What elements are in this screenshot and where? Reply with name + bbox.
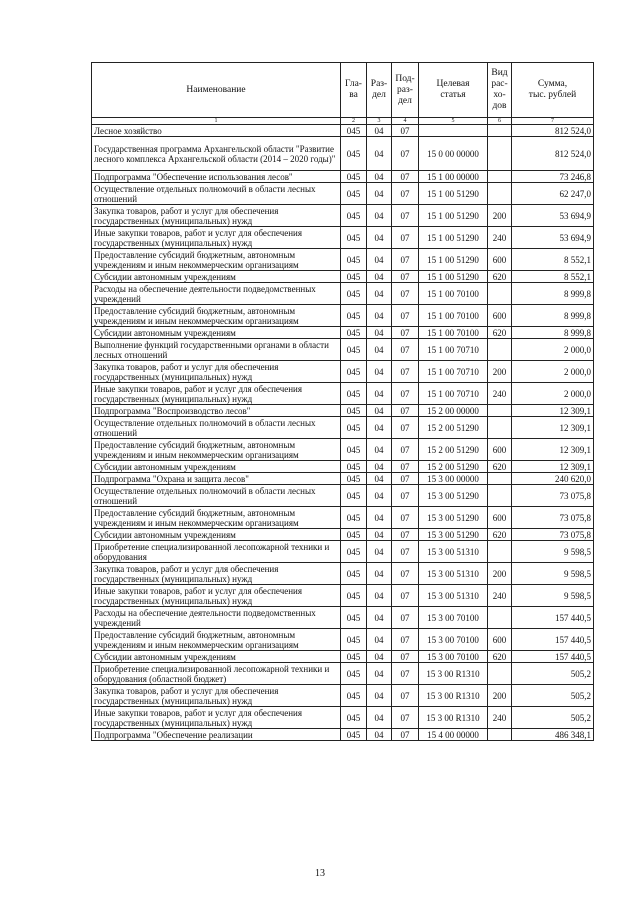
row-statya: 15 1 00 51290 <box>419 205 488 227</box>
table-row <box>92 461 594 473</box>
row-glava: 045 <box>341 507 367 529</box>
table-row <box>92 685 594 707</box>
row-razdel: 04 <box>367 461 392 473</box>
row-vid: 200 <box>488 361 512 383</box>
table-body <box>92 125 594 741</box>
row-razdel: 04 <box>367 339 392 361</box>
budget-table <box>91 62 594 741</box>
page-number: 13 <box>315 868 325 879</box>
column-number: 2 <box>341 118 367 125</box>
row-sum: 8 552,1 <box>512 249 594 271</box>
row-sum: 812 524,0 <box>512 125 594 137</box>
row-statya: 15 2 00 51290 <box>419 439 488 461</box>
row-glava: 045 <box>341 183 367 205</box>
table-row <box>92 137 594 171</box>
row-name: Субсидии автономным учреждениям <box>92 651 341 663</box>
row-statya: 15 3 00 51290 <box>419 529 488 541</box>
row-name: Закупка товаров, работ и услуг для обеспечения государственных (муниципальных) нужд <box>92 361 341 383</box>
row-podrazdel: 07 <box>392 383 419 405</box>
row-razdel: 04 <box>367 125 392 137</box>
row-vid <box>488 283 512 305</box>
row-glava: 045 <box>341 137 367 171</box>
row-name: Выполнение функций государственными органами в области лесных отношений <box>92 339 341 361</box>
row-name: Иные закупки товаров, работ и услуг для обеспечения государственных (муниципальных) нужд <box>92 585 341 607</box>
row-glava: 045 <box>341 461 367 473</box>
row-glava: 045 <box>341 171 367 183</box>
row-statya: 15 1 00 70710 <box>419 339 488 361</box>
column-number: 6 <box>488 118 512 125</box>
row-vid: 620 <box>488 327 512 339</box>
row-podrazdel: 07 <box>392 685 419 707</box>
row-vid <box>488 607 512 629</box>
row-razdel: 04 <box>367 729 392 741</box>
row-name: Подпрограмма "Обеспечение использования лесов" <box>92 171 341 183</box>
row-vid: 620 <box>488 529 512 541</box>
row-name: Приобретение специализированной лесопожарной техники и оборудования <box>92 541 341 563</box>
column-number: 4 <box>392 118 419 125</box>
row-name: Подпрограмма "Охрана и защита лесов" <box>92 473 341 485</box>
row-sum: 2 000,0 <box>512 361 594 383</box>
row-glava: 045 <box>341 439 367 461</box>
table-row <box>92 405 594 417</box>
row-glava: 045 <box>341 283 367 305</box>
row-sum: 73 075,8 <box>512 529 594 541</box>
row-statya <box>419 125 488 137</box>
row-statya: 15 3 00 51290 <box>419 485 488 507</box>
row-razdel: 04 <box>367 473 392 485</box>
row-name: Иные закупки товаров, работ и услуг для обеспечения государственных (муниципальных) нужд <box>92 227 341 249</box>
row-glava: 045 <box>341 529 367 541</box>
row-glava: 045 <box>341 271 367 283</box>
row-statya: 15 1 00 51290 <box>419 249 488 271</box>
table-row <box>92 305 594 327</box>
row-sum: 157 440,5 <box>512 629 594 651</box>
table-row <box>92 227 594 249</box>
table-row <box>92 729 594 741</box>
row-name: Субсидии автономным учреждениям <box>92 461 341 473</box>
row-razdel: 04 <box>367 383 392 405</box>
row-podrazdel: 07 <box>392 485 419 507</box>
table-row <box>92 171 594 183</box>
row-glava: 045 <box>341 729 367 741</box>
row-name: Лесное хозяйство <box>92 125 341 137</box>
row-statya: 15 3 00 51290 <box>419 507 488 529</box>
row-podrazdel: 07 <box>392 729 419 741</box>
row-vid <box>488 137 512 171</box>
row-name: Предоставление субсидий бюджетным, автономным учреждениям и иным некоммерческим организациям <box>92 305 341 327</box>
row-sum: 9 598,5 <box>512 563 594 585</box>
row-razdel: 04 <box>367 585 392 607</box>
row-sum: 505,2 <box>512 663 594 685</box>
row-name: Предоставление субсидий бюджетным, автономным учреждениям и иным некоммерческим организациям <box>92 507 341 529</box>
row-sum: 9 598,5 <box>512 541 594 563</box>
row-name: Закупка товаров, работ и услуг для обеспечения государственных (муниципальных) нужд <box>92 685 341 707</box>
row-sum: 240 620,0 <box>512 473 594 485</box>
header-glava: Гла- ва <box>341 63 367 118</box>
row-sum: 62 247,0 <box>512 183 594 205</box>
row-razdel: 04 <box>367 227 392 249</box>
row-statya: 15 3 00 70100 <box>419 607 488 629</box>
row-sum: 53 694,9 <box>512 205 594 227</box>
row-glava: 045 <box>341 485 367 507</box>
table-row <box>92 707 594 729</box>
row-vid: 200 <box>488 205 512 227</box>
row-podrazdel: 07 <box>392 461 419 473</box>
row-razdel: 04 <box>367 485 392 507</box>
row-razdel: 04 <box>367 651 392 663</box>
table-row <box>92 125 594 137</box>
row-glava: 045 <box>341 383 367 405</box>
row-podrazdel: 07 <box>392 585 419 607</box>
row-statya: 15 3 00 51310 <box>419 585 488 607</box>
header-vid: Вид рас- хо- дов <box>488 63 512 118</box>
row-name: Расходы на обеспечение деятельности подведомственных учреждений <box>92 607 341 629</box>
row-statya: 15 2 00 00000 <box>419 405 488 417</box>
row-vid: 240 <box>488 585 512 607</box>
row-statya: 15 3 00 00000 <box>419 473 488 485</box>
row-statya: 15 1 00 70100 <box>419 327 488 339</box>
row-name: Субсидии автономным учреждениям <box>92 271 341 283</box>
row-sum: 505,2 <box>512 707 594 729</box>
header-podrazdel: Под- раз- дел <box>392 63 419 118</box>
row-vid <box>488 541 512 563</box>
row-podrazdel: 07 <box>392 171 419 183</box>
row-podrazdel: 07 <box>392 651 419 663</box>
table-row <box>92 327 594 339</box>
row-vid <box>488 183 512 205</box>
row-podrazdel: 07 <box>392 707 419 729</box>
row-glava: 045 <box>341 339 367 361</box>
row-name: Закупка товаров, работ и услуг для обеспечения государственных (муниципальных) нужд <box>92 563 341 585</box>
row-statya: 15 3 00 R1310 <box>419 685 488 707</box>
row-sum: 12 309,1 <box>512 439 594 461</box>
row-vid: 200 <box>488 563 512 585</box>
row-statya: 15 4 00 00000 <box>419 729 488 741</box>
table-row <box>92 541 594 563</box>
row-razdel: 04 <box>367 607 392 629</box>
row-vid <box>488 405 512 417</box>
row-podrazdel: 07 <box>392 541 419 563</box>
column-number: 5 <box>419 118 488 125</box>
row-podrazdel: 07 <box>392 473 419 485</box>
row-statya: 15 1 00 70710 <box>419 383 488 405</box>
row-name: Приобретение специализированной лесопожарной техники и оборудования (областной бюджет) <box>92 663 341 685</box>
row-vid: 240 <box>488 227 512 249</box>
row-statya: 15 1 00 51290 <box>419 183 488 205</box>
row-vid: 600 <box>488 439 512 461</box>
row-statya: 15 3 00 70100 <box>419 651 488 663</box>
row-name: Закупка товаров, работ и услуг для обеспечения государственных (муниципальных) нужд <box>92 205 341 227</box>
row-podrazdel: 07 <box>392 227 419 249</box>
row-sum: 157 440,5 <box>512 607 594 629</box>
row-vid: 240 <box>488 707 512 729</box>
column-number: 7 <box>512 118 594 125</box>
row-podrazdel: 07 <box>392 125 419 137</box>
row-glava: 045 <box>341 305 367 327</box>
header-row <box>92 63 594 118</box>
row-glava: 045 <box>341 405 367 417</box>
row-name: Предоставление субсидий бюджетным, автономным учреждениям и иным некоммерческим организациям <box>92 629 341 651</box>
row-vid <box>488 125 512 137</box>
row-razdel: 04 <box>367 663 392 685</box>
row-statya: 15 3 00 R1310 <box>419 663 488 685</box>
row-statya: 15 1 00 51290 <box>419 271 488 283</box>
row-razdel: 04 <box>367 405 392 417</box>
row-podrazdel: 07 <box>392 205 419 227</box>
row-razdel: 04 <box>367 707 392 729</box>
row-glava: 045 <box>341 473 367 485</box>
column-numbers-row <box>92 118 594 125</box>
row-statya: 15 3 00 70100 <box>419 629 488 651</box>
row-vid: 620 <box>488 651 512 663</box>
header-statya: Целевая статья <box>419 63 488 118</box>
row-sum: 2 000,0 <box>512 383 594 405</box>
row-statya: 15 2 00 51290 <box>419 461 488 473</box>
row-podrazdel: 07 <box>392 183 419 205</box>
row-name: Подпрограмма "Обеспечение реализации <box>92 729 341 741</box>
row-name: Предоставление субсидий бюджетным, автономным учреждениям и иным некоммерческим организациям <box>92 249 341 271</box>
row-glava: 045 <box>341 361 367 383</box>
row-podrazdel: 07 <box>392 271 419 283</box>
row-podrazdel: 07 <box>392 563 419 585</box>
row-razdel: 04 <box>367 183 392 205</box>
row-glava: 045 <box>341 125 367 137</box>
table-row <box>92 563 594 585</box>
row-sum: 12 309,1 <box>512 405 594 417</box>
row-podrazdel: 07 <box>392 249 419 271</box>
row-sum: 53 694,9 <box>512 227 594 249</box>
row-statya: 15 1 00 70710 <box>419 361 488 383</box>
table-row <box>92 417 594 439</box>
row-podrazdel: 07 <box>392 137 419 171</box>
row-razdel: 04 <box>367 507 392 529</box>
row-podrazdel: 07 <box>392 607 419 629</box>
row-statya: 15 1 00 70100 <box>419 305 488 327</box>
row-name: Субсидии автономным учреждениям <box>92 529 341 541</box>
row-razdel: 04 <box>367 361 392 383</box>
row-name: Расходы на обеспечение деятельности подведомственных учреждений <box>92 283 341 305</box>
table-row <box>92 383 594 405</box>
table-row <box>92 283 594 305</box>
table-row <box>92 507 594 529</box>
row-name: Осуществление отдельных полномочий в области лесных отношений <box>92 183 341 205</box>
row-statya: 15 3 00 51310 <box>419 563 488 585</box>
row-razdel: 04 <box>367 541 392 563</box>
row-vid <box>488 339 512 361</box>
table-row <box>92 183 594 205</box>
row-name: Субсидии автономным учреждениям <box>92 327 341 339</box>
row-sum: 505,2 <box>512 685 594 707</box>
row-sum: 157 440,5 <box>512 651 594 663</box>
row-vid: 240 <box>488 383 512 405</box>
row-podrazdel: 07 <box>392 417 419 439</box>
row-podrazdel: 07 <box>392 361 419 383</box>
table-row <box>92 529 594 541</box>
row-glava: 045 <box>341 563 367 585</box>
row-statya: 15 0 00 00000 <box>419 137 488 171</box>
row-statya: 15 1 00 51290 <box>419 227 488 249</box>
row-glava: 045 <box>341 629 367 651</box>
row-glava: 045 <box>341 205 367 227</box>
row-statya: 15 1 00 70100 <box>419 283 488 305</box>
row-vid <box>488 663 512 685</box>
row-name: Подпрограмма "Воспроизводство лесов" <box>92 405 341 417</box>
row-vid: 600 <box>488 249 512 271</box>
row-glava: 045 <box>341 327 367 339</box>
row-sum: 2 000,0 <box>512 339 594 361</box>
row-podrazdel: 07 <box>392 529 419 541</box>
row-razdel: 04 <box>367 137 392 171</box>
header-name: Наименование <box>92 63 341 118</box>
row-name: Иные закупки товаров, работ и услуг для обеспечения государственных (муниципальных) нужд <box>92 383 341 405</box>
row-vid: 600 <box>488 305 512 327</box>
row-sum: 8 999,8 <box>512 327 594 339</box>
table-row <box>92 271 594 283</box>
table-row <box>92 205 594 227</box>
row-vid: 620 <box>488 461 512 473</box>
table-row <box>92 361 594 383</box>
row-sum: 8 552,1 <box>512 271 594 283</box>
row-razdel: 04 <box>367 685 392 707</box>
row-glava: 045 <box>341 685 367 707</box>
row-glava: 045 <box>341 249 367 271</box>
table-row <box>92 651 594 663</box>
table-row <box>92 439 594 461</box>
table-row <box>92 585 594 607</box>
row-podrazdel: 07 <box>392 439 419 461</box>
row-sum: 73 246,8 <box>512 171 594 183</box>
row-podrazdel: 07 <box>392 507 419 529</box>
row-statya: 15 3 00 51310 <box>419 541 488 563</box>
row-sum: 486 348,1 <box>512 729 594 741</box>
row-razdel: 04 <box>367 417 392 439</box>
row-name: Осуществление отдельных полномочий в области лесных отношений <box>92 485 341 507</box>
row-glava: 045 <box>341 651 367 663</box>
row-vid <box>488 473 512 485</box>
row-podrazdel: 07 <box>392 663 419 685</box>
column-number: 1 <box>92 118 341 125</box>
row-name: Государственная программа Архангельской области "Развитие лесного комплекса Архангельской области (2014 – 2020 годы)" <box>92 137 341 171</box>
table-row <box>92 473 594 485</box>
row-razdel: 04 <box>367 629 392 651</box>
table-row <box>92 663 594 685</box>
column-number: 3 <box>367 118 392 125</box>
row-vid <box>488 171 512 183</box>
row-glava: 045 <box>341 707 367 729</box>
row-sum: 73 075,8 <box>512 485 594 507</box>
row-statya: 15 1 00 00000 <box>419 171 488 183</box>
row-razdel: 04 <box>367 205 392 227</box>
table-row <box>92 339 594 361</box>
row-sum: 12 309,1 <box>512 461 594 473</box>
row-vid <box>488 485 512 507</box>
row-razdel: 04 <box>367 439 392 461</box>
row-statya: 15 3 00 R1310 <box>419 707 488 729</box>
row-razdel: 04 <box>367 249 392 271</box>
row-razdel: 04 <box>367 563 392 585</box>
row-name: Осуществление отдельных полномочий в области лесных отношений <box>92 417 341 439</box>
row-vid <box>488 729 512 741</box>
row-glava: 045 <box>341 417 367 439</box>
header-razdel: Раз- дел <box>367 63 392 118</box>
row-razdel: 04 <box>367 529 392 541</box>
table-row <box>92 629 594 651</box>
row-razdel: 04 <box>367 171 392 183</box>
row-vid: 600 <box>488 507 512 529</box>
row-razdel: 04 <box>367 283 392 305</box>
row-glava: 045 <box>341 663 367 685</box>
row-glava: 045 <box>341 227 367 249</box>
table-row <box>92 485 594 507</box>
row-sum: 73 075,8 <box>512 507 594 529</box>
row-sum: 8 999,8 <box>512 283 594 305</box>
row-podrazdel: 07 <box>392 305 419 327</box>
row-razdel: 04 <box>367 271 392 283</box>
row-razdel: 04 <box>367 327 392 339</box>
row-sum: 8 999,8 <box>512 305 594 327</box>
row-glava: 045 <box>341 585 367 607</box>
row-podrazdel: 07 <box>392 629 419 651</box>
row-glava: 045 <box>341 607 367 629</box>
row-name: Предоставление субсидий бюджетным, автономным учреждениям и иным некоммерческим организациям <box>92 439 341 461</box>
table-row <box>92 249 594 271</box>
row-podrazdel: 07 <box>392 327 419 339</box>
row-vid: 200 <box>488 685 512 707</box>
row-statya: 15 2 00 51290 <box>419 417 488 439</box>
row-podrazdel: 07 <box>392 283 419 305</box>
row-glava: 045 <box>341 541 367 563</box>
row-vid <box>488 417 512 439</box>
row-name: Иные закупки товаров, работ и услуг для обеспечения государственных (муниципальных) нужд <box>92 707 341 729</box>
row-sum: 9 598,5 <box>512 585 594 607</box>
row-razdel: 04 <box>367 305 392 327</box>
row-sum: 12 309,1 <box>512 417 594 439</box>
table-row <box>92 607 594 629</box>
row-vid: 620 <box>488 271 512 283</box>
row-podrazdel: 07 <box>392 405 419 417</box>
header-sum: Сумма, тыс. рублей <box>512 63 594 118</box>
row-vid: 600 <box>488 629 512 651</box>
row-sum: 812 524,0 <box>512 137 594 171</box>
row-podrazdel: 07 <box>392 339 419 361</box>
